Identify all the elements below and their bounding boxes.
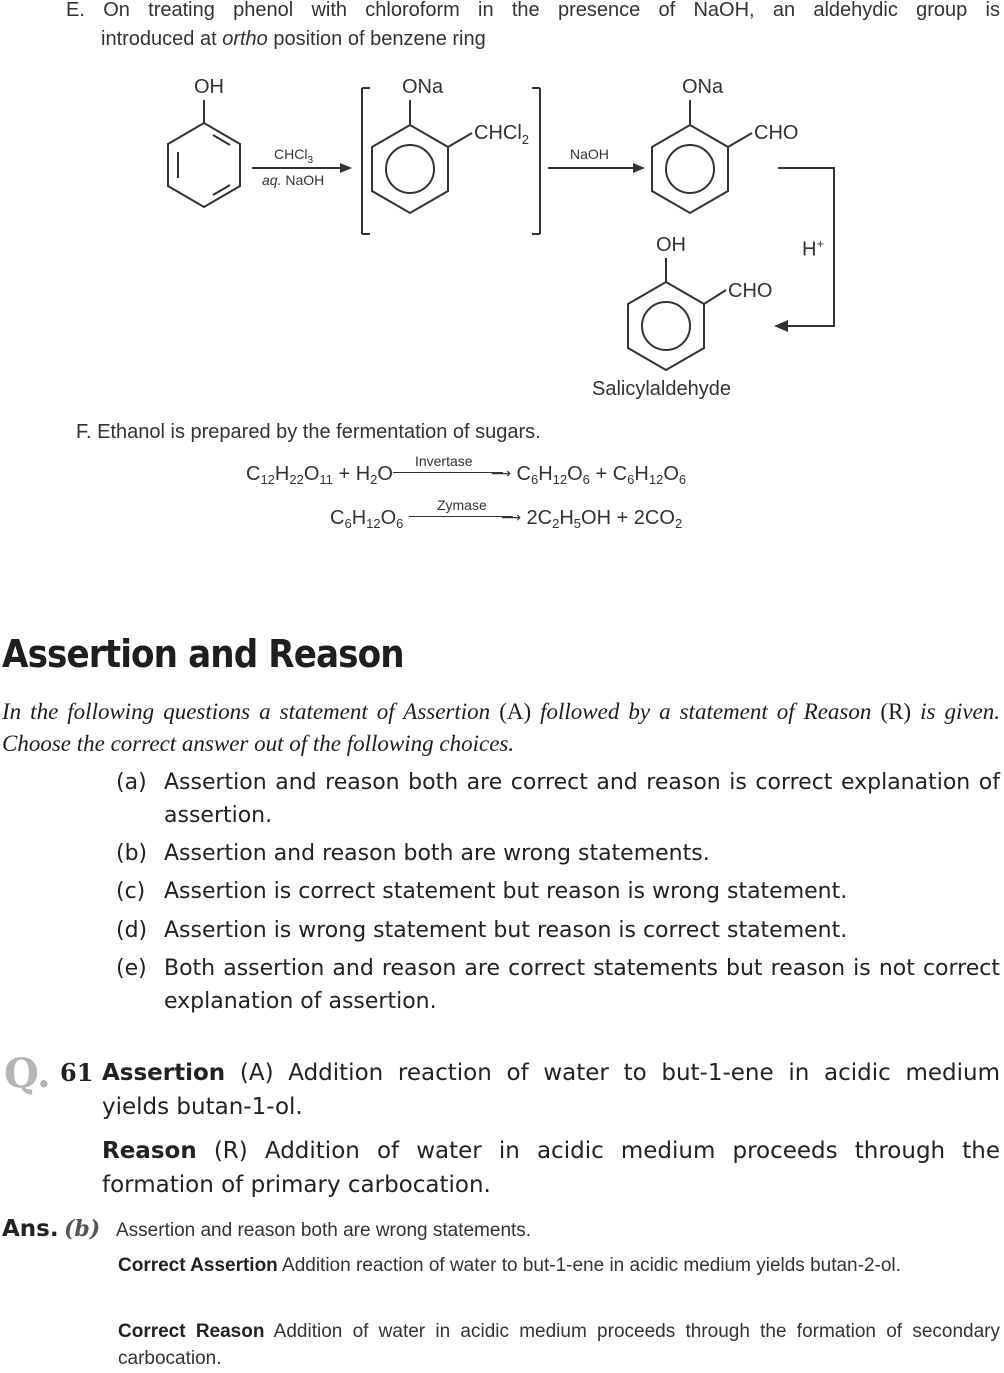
answer-key: (b) — [64, 1216, 101, 1242]
reagent-bottom: aq. NaOH — [262, 172, 325, 188]
section-e-marker: E. — [66, 0, 85, 21]
choice-b: (b) Assertion and reason both are wrong statements. — [116, 841, 710, 866]
correct-reason: Correct Reason Addition of water in acidic medium proceeds through the formation of secondary carbocation. — [118, 1321, 1000, 1369]
instructions: In the following questions a statement of Assertion (A) followed by a statement of Reason (R) is given. Choose the correct answer out of the following choices. — [2, 699, 1001, 756]
choice-d: (d) Assertion is wrong statement but reason is correct statement. — [116, 918, 848, 943]
final-cho-label: CHO — [728, 280, 773, 302]
question-mark: Q. — [4, 1050, 51, 1097]
reimer-tiemann-scheme — [0, 0, 1004, 420]
intermediate-ring — [372, 100, 472, 213]
section-e-ortho: ortho — [222, 28, 268, 50]
acid-label: H+ — [802, 236, 825, 261]
intermediate-ona-label: ONa — [402, 76, 444, 98]
product1-ona-label: ONa — [682, 76, 724, 98]
sodium-salicylaldehyde-ring — [652, 100, 752, 213]
reagent-top: CHCl$_3$ — [274, 146, 314, 166]
equation-2: $C_6H_{12}O_6$ Zymase ⟶ $2C_2H_5OH + 2CO_2$ — [330, 497, 683, 531]
enzyme-invertase: Invertase — [414, 453, 473, 469]
section-e-line1: On treating phenol with chloroform in the presence of NaOH, an aldehydic group is — [103, 0, 1001, 21]
correct-assertion: Correct Assertion Addition reaction of water to but-1-ene in acidic medium yields butan-2-ol. — [118, 1255, 901, 1276]
section-e-line2-post: position of benzene ring — [267, 28, 486, 50]
step2-reagent: NaOH — [570, 146, 609, 162]
phenol-ring — [168, 100, 240, 207]
answer-label: Ans. — [2, 1216, 59, 1242]
zymase-arrow: Zymase ⟶ — [409, 506, 521, 526]
question-number: 61 — [60, 1058, 94, 1087]
choice-e: (e) Both assertion and reason are correct statements but reason is not correct explanation of assertion. — [116, 956, 1000, 1014]
section-f-text: F. Ethanol is prepared by the fermentation of sugars. — [76, 421, 541, 443]
choice-a: (a) Assertion and reason both are correct and reason is correct explanation of assertion. — [116, 770, 1000, 828]
equation-1: $C_{12}H_{22}O_{11} + H_2O$ Invertase ⟶ $C_6H_{12}O_6 + C_6H_{12}O_6$ — [246, 453, 687, 487]
salicylaldehyde-ring — [628, 258, 726, 370]
product1-cho-label: CHO — [754, 122, 799, 144]
reaction-arrow-2 — [548, 163, 645, 173]
answer-text: Assertion and reason both are wrong statements. — [116, 1220, 532, 1241]
phenol-oh-label: OH — [194, 76, 224, 98]
section-heading: Assertion and Reason — [2, 632, 404, 676]
final-oh-label: OH — [656, 234, 686, 256]
invertase-arrow: Invertase ⟶ — [393, 462, 511, 482]
enzyme-zymase: Zymase — [436, 497, 487, 513]
intermediate-chcl2-label: CHCl$_2$ — [474, 122, 530, 147]
right-bracket — [532, 88, 540, 234]
question-reason: Reason (R) Addition of water in acidic medium proceeds through the formation of primary carbocation. — [102, 1138, 1000, 1198]
left-bracket — [362, 88, 370, 234]
product-name: Salicylaldehyde — [592, 378, 731, 400]
question-assertion: Assertion (A) Addition reaction of water to but-1-ene in acidic medium yields butan-1-ol. — [102, 1060, 1000, 1120]
section-e-line2-pre: introduced at — [101, 28, 223, 50]
choice-c: (c) Assertion is correct statement but reason is wrong statement. — [116, 879, 848, 904]
